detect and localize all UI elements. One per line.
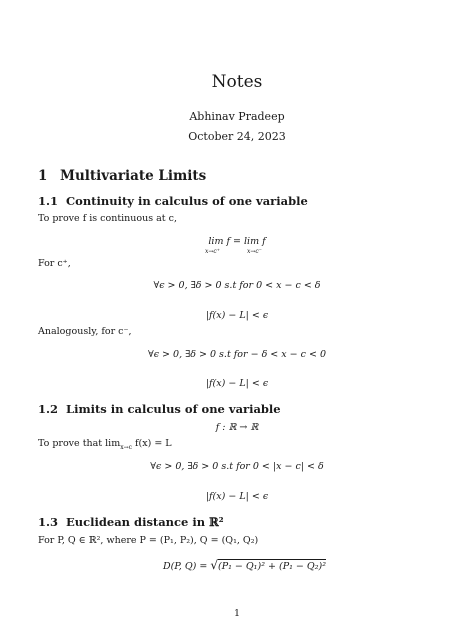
subsection-number: 1.3 (38, 515, 59, 529)
section-number: 1 (38, 168, 48, 184)
limit-suffix: f(x) = L (132, 438, 172, 449)
page-number: 1 (233, 608, 241, 619)
sqrt-radicand: (P₁ − Q₁)² + (P₁ − Q₂)² (217, 561, 327, 572)
equation-text: lim f = lim f (208, 236, 266, 247)
sqrt-symbol: √ (210, 558, 218, 572)
equation-one-sided-limits (0, 236, 474, 247)
equation-epsilon-delta-left: ∀ϵ > 0, ∃δ > 0 s.t for − δ < x − c < 0 (147, 349, 327, 360)
paragraph-for-c-plus: For c⁺, (38, 258, 71, 269)
paragraph-continuity: To prove f is continuous at c, (38, 213, 177, 224)
subsection-title: Euclidean distance in ℝ² (66, 515, 224, 529)
distance-lhs: D(P, Q) = (163, 561, 211, 572)
limit-subscript: x→c (120, 443, 132, 451)
equation-abs-bound-3: |f(x) − L| < ϵ (205, 491, 269, 502)
equation-abs-bound-1: |f(x) − L| < ϵ (205, 310, 269, 321)
equation-abs-bound-2: |f(x) − L| < ϵ (205, 378, 269, 389)
section-title: Multivariate Limits (60, 168, 207, 184)
equation-function-map: f : ℝ → ℝ (215, 422, 259, 433)
equation-epsilon-delta-right: ∀ϵ > 0, ∃δ > 0 s.t for 0 < x − c < δ (153, 280, 321, 291)
paragraph-analogously: Analogously, for c⁻, (38, 326, 132, 337)
subsection-1-1-heading (38, 194, 308, 208)
limit-prefix: To prove that lim (38, 438, 121, 449)
subsection-1-3-heading (38, 515, 224, 529)
equation-euclidean-distance (163, 558, 326, 572)
section-1-heading (38, 168, 206, 184)
subsection-title: Continuity in calculus of one variable (66, 194, 308, 208)
limit-subscript-left: x→c⁺ (205, 248, 220, 255)
subsection-1-2-heading (38, 402, 281, 416)
equation-epsilon-delta-two-sided: ∀ϵ > 0, ∃δ > 0 s.t for 0 < |x − c| < δ (150, 461, 324, 472)
subsection-number: 1.2 (38, 402, 59, 416)
paragraph-to-prove-limit (38, 438, 172, 451)
document-title: Notes (211, 72, 263, 92)
paragraph-euclidean-points: For P, Q ∈ ℝ², where P = (P₁, P₂), Q = (Q₁, Q₂) (38, 535, 259, 546)
limit-subscript-right: x→c⁻ (247, 248, 262, 255)
document-date: October 24, 2023 (188, 130, 286, 143)
subsection-title: Limits in calculus of one variable (66, 402, 281, 416)
subsection-number: 1.1 (38, 194, 59, 208)
author-name: Abhinav Pradeep (189, 110, 285, 123)
